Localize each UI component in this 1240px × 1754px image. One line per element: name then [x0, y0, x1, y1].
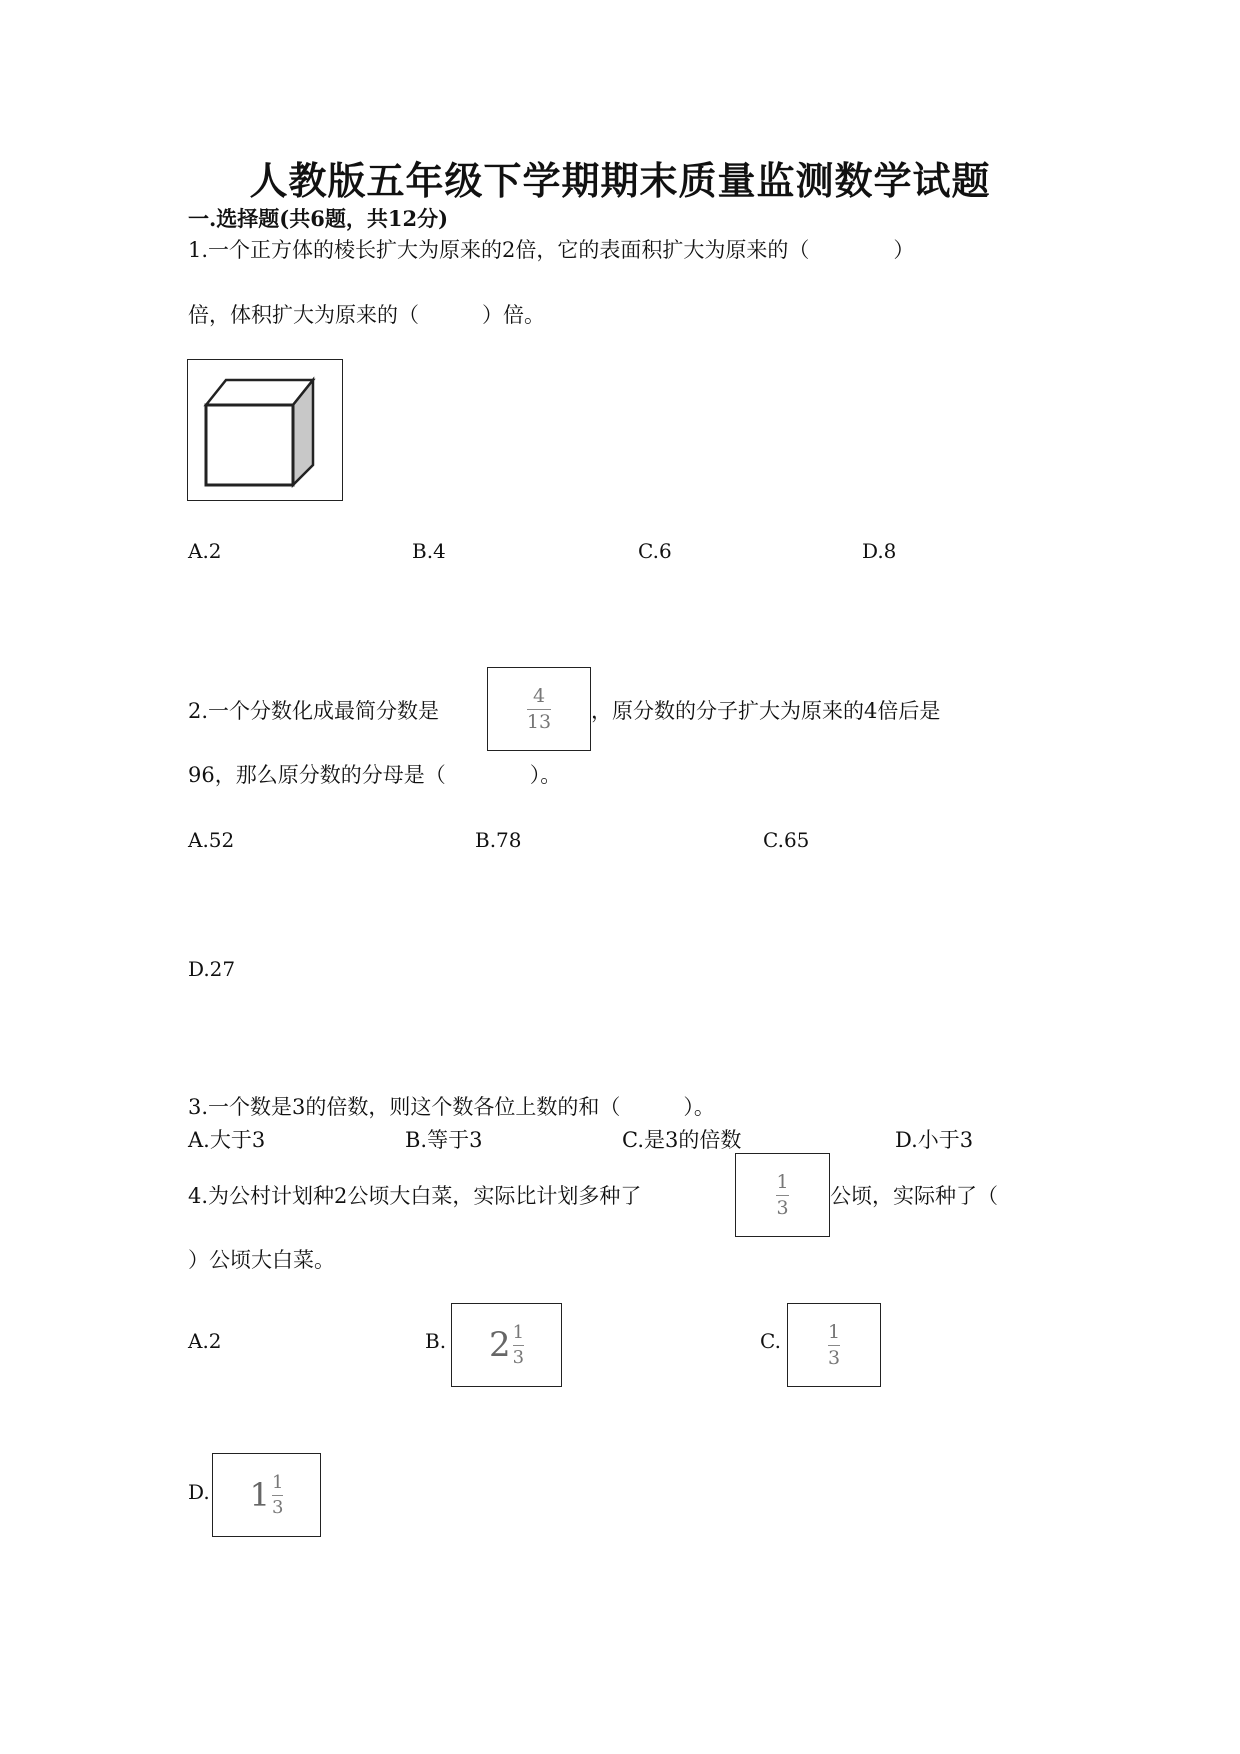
q4-text-before: 4.为公村计划种2公顷大白菜，实际比计划多种了 — [188, 1184, 642, 1208]
q3-option-d[interactable]: D.小于3 — [895, 1128, 974, 1152]
q4-option-d-whole: 1 — [249, 1476, 270, 1514]
q2-option-b[interactable]: B.78 — [475, 828, 522, 852]
q4-fraction-box — [735, 1153, 830, 1237]
q2-text-after: ，原分数的分子扩大为原来的4倍后是 — [591, 699, 941, 723]
q1-option-b[interactable]: B.4 — [412, 539, 446, 563]
q1-option-d[interactable]: D.8 — [862, 539, 897, 563]
q1-line1: 1.一个正方体的棱长扩大为原来的2倍，它的表面积扩大为原来的（ ） — [188, 238, 915, 262]
q4-text-after: 公顷，实际种了（ — [830, 1184, 998, 1208]
q4-fraction-denominator: 3 — [776, 1196, 789, 1219]
q4-option-b-numerator: 1 — [512, 1321, 525, 1343]
q2-option-c[interactable]: C.65 — [763, 828, 810, 852]
q4-option-c-denominator: 3 — [827, 1346, 841, 1369]
section-heading: 一.选择题(共6题，共12分) — [188, 206, 449, 231]
q4-option-d-label[interactable]: D. — [188, 1480, 210, 1504]
q2-line2: 96，那么原分数的分母是（ ）。 — [188, 763, 562, 787]
page-title: 人教版五年级下学期期末质量监测数学试题 — [249, 158, 991, 203]
q4-fraction-numerator: 1 — [776, 1170, 789, 1193]
q4-option-d-denominator: 3 — [271, 1496, 284, 1518]
q4-option-a[interactable]: A.2 — [188, 1329, 222, 1353]
q4-option-b-label[interactable]: B. — [425, 1329, 447, 1353]
q2-option-d[interactable]: D.27 — [188, 957, 236, 981]
q2-fraction-numerator: 4 — [532, 684, 546, 707]
q4-option-d-box[interactable] — [212, 1453, 321, 1537]
q4-option-c-label[interactable]: C. — [760, 1329, 781, 1353]
q3-option-b[interactable]: B.等于3 — [405, 1128, 483, 1152]
q1-option-c[interactable]: C.6 — [638, 539, 672, 563]
q1-line2: 倍，体积扩大为原来的（ ）倍。 — [188, 303, 545, 327]
q3-option-c[interactable]: C.是3的倍数 — [622, 1128, 742, 1152]
q4-option-d-numerator: 1 — [271, 1471, 284, 1493]
q3-option-a[interactable]: A.大于3 — [188, 1128, 266, 1152]
q2-text-before: 2.一个分数化成最简分数是 — [188, 699, 440, 723]
q4-option-c-numerator: 1 — [827, 1320, 841, 1343]
q2-fraction-denominator: 13 — [526, 710, 552, 733]
q4-option-b-box[interactable] — [451, 1303, 562, 1387]
q4-line2: ）公顷大白菜。 — [188, 1248, 335, 1272]
q4-option-b-whole: 2 — [488, 1325, 511, 1365]
q2-fraction-box — [487, 667, 591, 751]
q4-option-c-box[interactable] — [787, 1303, 881, 1387]
q3-text: 3.一个数是3的倍数，则这个数各位上数的和（ ）。 — [188, 1095, 715, 1119]
cube-icon — [188, 360, 342, 500]
q4-option-b-denominator: 3 — [512, 1346, 525, 1368]
cube-image — [187, 359, 343, 501]
q1-option-a[interactable]: A.2 — [188, 539, 222, 563]
q2-option-a[interactable]: A.52 — [188, 828, 235, 852]
